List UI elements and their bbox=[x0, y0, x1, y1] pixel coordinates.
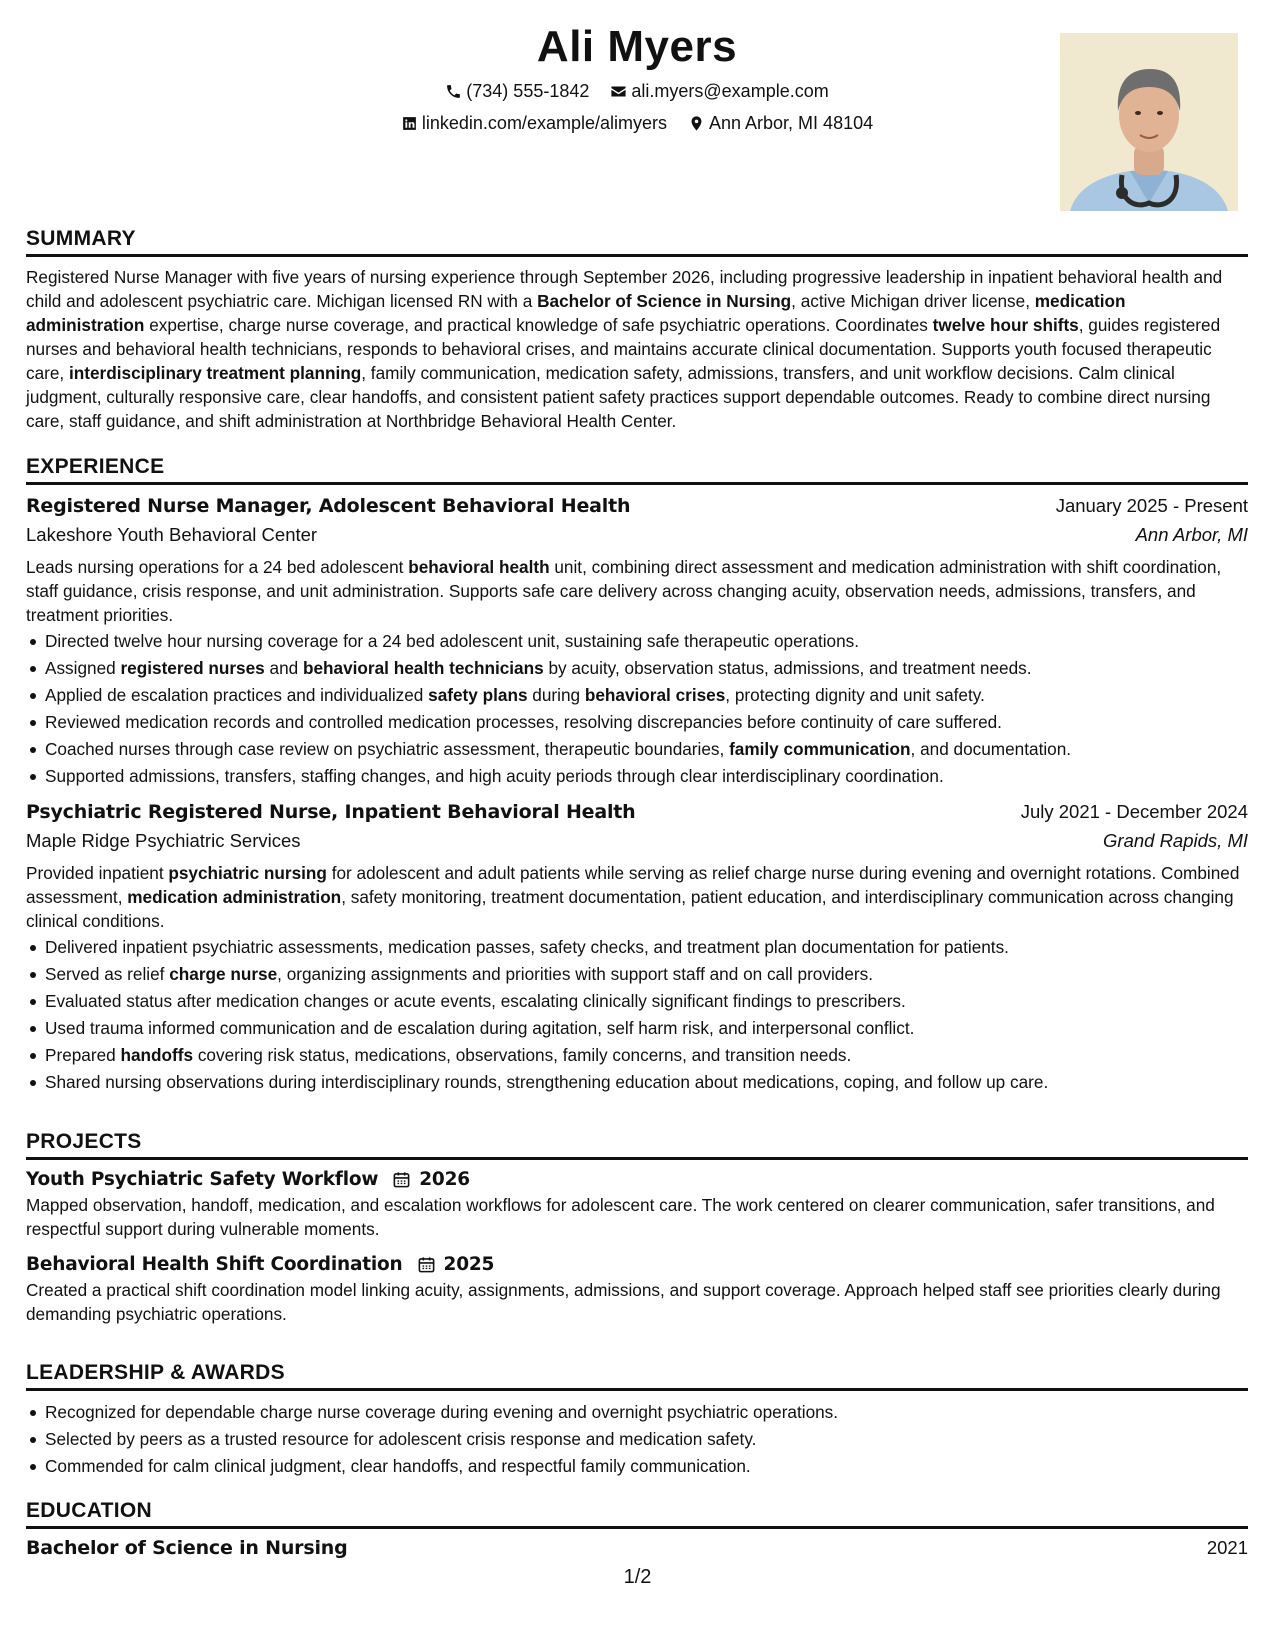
degree-year: 2021 bbox=[1206, 1537, 1248, 1558]
bullet-bold: safety plans bbox=[428, 685, 528, 705]
bullet-text: , and documentation. bbox=[910, 739, 1072, 759]
resume-header bbox=[26, 0, 1248, 215]
phone-contact bbox=[445, 81, 589, 102]
project-description: Mapped observation, handoff, medication, and escalation workflows for adolescent care. The work centered on clearer communication, safer transitions, and respectful support during vulnerable moments. bbox=[26, 1195, 1215, 1239]
bullet-item bbox=[26, 934, 1248, 961]
phone-text: (734) 555-1842 bbox=[466, 81, 590, 101]
summary-text bbox=[26, 265, 1248, 433]
bullet-text: covering risk status, medications, observations, family concerns, and transition needs. bbox=[193, 1045, 852, 1065]
bullet-item bbox=[26, 763, 1248, 790]
bullet-item bbox=[26, 736, 1248, 763]
calendar-icon bbox=[392, 1170, 411, 1189]
bullet-bold: registered nurses bbox=[120, 658, 265, 678]
bullet-item bbox=[26, 655, 1248, 682]
project-title: Youth Psychiatric Safety Workflow bbox=[26, 1169, 379, 1190]
bullet-item bbox=[26, 628, 1248, 655]
bullet-bold: family communication bbox=[729, 739, 911, 759]
summary-bold-shifts: twelve hour shifts bbox=[932, 315, 1079, 335]
bullet-text: , organizing assignments and priorities with support staff and on call providers. bbox=[277, 964, 873, 984]
bullet-bold: behavioral crises bbox=[584, 685, 726, 705]
job-description bbox=[26, 861, 1248, 933]
projects-section bbox=[26, 1130, 1248, 1326]
bullet-item bbox=[26, 1069, 1248, 1096]
bullet-text: and bbox=[264, 658, 303, 678]
summary-bold-degree: Bachelor of Science in Nursing bbox=[537, 291, 792, 311]
summary-bold-medication: medication administration bbox=[26, 291, 1126, 335]
bullet-item bbox=[26, 1042, 1248, 1069]
map-pin-icon bbox=[688, 115, 705, 132]
job-title: Registered Nurse Manager, Adolescent Behavioral Health bbox=[26, 495, 631, 517]
resume-page bbox=[26, 0, 1248, 1650]
location-contact bbox=[688, 113, 873, 134]
leadership-item: Commended for calm clinical judgment, clear handoffs, and respectful family communication. bbox=[26, 1453, 1248, 1480]
bullet-item bbox=[26, 961, 1248, 988]
summary-text-part: , guides registered nurses and behavioral health technicians, responds to behavioral crises, and maintains accurate clinical documentation. Supports youth focused therapeutic care, bbox=[26, 315, 1221, 383]
job-company: Maple Ridge Psychiatric Services bbox=[26, 830, 301, 851]
bullet-text: Applied de escalation practices and individualized bbox=[45, 685, 429, 705]
job-description-bold: medication administration bbox=[127, 887, 342, 907]
job-description-bold: psychiatric nursing bbox=[168, 863, 327, 883]
project-year: 2026 bbox=[419, 1169, 470, 1190]
job-description-part: unit, combining direct assessment and medication administration with shift coordination, staff guidance, crisis response, and unit administration. Supports safe care delivery across changing acuity, observation needs, admissions, transfers, and treatment priorities. bbox=[26, 557, 1222, 625]
bullet-bold: behavioral health technicians bbox=[302, 658, 544, 678]
phone-icon bbox=[445, 83, 462, 100]
summary-text-part: , family communication, medication safety, admissions, transfers, and unit workflow decisions. Calm clinical judgment, culturally responsive care, clear handoffs, and consistent patient safety practices support dependable outcomes. Ready to combine direct nursing care, staff guidance, and shift administration at Northbridge Behavioral Health Center. bbox=[26, 363, 1211, 431]
project-entry bbox=[26, 1169, 1248, 1241]
page-number: 1/2 bbox=[623, 1566, 652, 1588]
job-bullets bbox=[26, 628, 1248, 790]
envelope-icon bbox=[610, 83, 627, 100]
bullet-text: by acuity, observation status, admissions, and treatment needs. bbox=[543, 658, 1032, 678]
job-description-part: , safety monitoring, treatment documentation, patient education, and interdisciplinary communication across changing clinical conditions. bbox=[26, 887, 1234, 931]
email-contact[interactable] bbox=[610, 81, 828, 102]
project-title: Behavioral Health Shift Coordination bbox=[26, 1254, 403, 1275]
bullet-text: during bbox=[527, 685, 585, 705]
job-company: Lakeshore Youth Behavioral Center bbox=[26, 524, 318, 545]
job-date: July 2021 - December 2024 bbox=[1020, 801, 1248, 822]
job-subheader bbox=[26, 830, 1248, 852]
degree-title: Bachelor of Science in Nursing bbox=[26, 1537, 348, 1559]
education-heading: EDUCATION bbox=[26, 1499, 1248, 1529]
bullet-text: Delivered inpatient psychiatric assessments, medication passes, safety checks, and treatment plan documentation for patients. bbox=[45, 937, 1009, 957]
job-date: January 2025 - Present bbox=[1055, 495, 1248, 516]
leadership-list bbox=[26, 1399, 1248, 1480]
leadership-item: Recognized for dependable charge nurse coverage during evening and overnight psychiatric operations. bbox=[26, 1399, 1248, 1426]
leadership-section bbox=[26, 1361, 1248, 1480]
project-description: Created a practical shift coordination model linking acuity, assignments, admissions, and support coverage. Approach helped staff see priorities clearly during demanding psychiatric operations. bbox=[26, 1280, 1221, 1324]
summary-text-part: expertise, charge nurse coverage, and practical knowledge of safe psychiatric operations. Coordinates bbox=[144, 315, 933, 335]
bullet-text: Assigned bbox=[45, 658, 121, 678]
bullet-text: Evaluated status after medication changes or acute events, escalating clinically significant findings to prescribers. bbox=[45, 991, 906, 1011]
bullet-item bbox=[26, 1015, 1248, 1042]
email-link[interactable]: ali.myers@example.com bbox=[631, 81, 829, 101]
linkedin-icon bbox=[401, 115, 418, 132]
bullet-text: , protecting dignity and unit safety. bbox=[725, 685, 985, 705]
candidate-name: Ali Myers bbox=[536, 22, 738, 71]
job-bullets bbox=[26, 934, 1248, 1096]
bullet-item bbox=[26, 682, 1248, 709]
job-description-part: Leads nursing operations for a 24 bed adolescent bbox=[26, 557, 409, 577]
linkedin-link[interactable]: linkedin.com/example/alimyers bbox=[421, 113, 667, 133]
job-entry bbox=[26, 495, 1248, 790]
education-entry bbox=[26, 1537, 1248, 1559]
location-text: Ann Arbor, MI 48104 bbox=[709, 113, 874, 133]
bullet-bold: handoffs bbox=[120, 1045, 194, 1065]
bullet-text: Prepared bbox=[45, 1045, 121, 1065]
bullet-text: Reviewed medication records and controlled medication processes, resolving discrepancies before continuity of care suffered. bbox=[45, 712, 1002, 732]
job-entry bbox=[26, 801, 1248, 1096]
project-header bbox=[26, 1169, 1248, 1190]
summary-heading: SUMMARY bbox=[26, 227, 1248, 257]
job-header bbox=[26, 801, 1248, 823]
bullet-text: Shared nursing observations during interdisciplinary rounds, strengthening education about medications, coping, and follow up care. bbox=[45, 1072, 1049, 1092]
bullet-item bbox=[26, 988, 1248, 1015]
education-section bbox=[26, 1499, 1248, 1559]
experience-section bbox=[26, 455, 1248, 1096]
project-entry bbox=[26, 1254, 1248, 1326]
project-header bbox=[26, 1254, 1248, 1275]
summary-text-part: Registered Nurse Manager with five years of nursing experience through September 2026, including progressive leadership in inpatient behavioral health and child and adolescent psychiatric care. Michigan licensed RN with a bbox=[26, 267, 1223, 311]
experience-heading: EXPERIENCE bbox=[26, 455, 1248, 485]
summary-section bbox=[26, 227, 1248, 433]
leadership-heading: LEADERSHIP & AWARDS bbox=[26, 1361, 1248, 1391]
bullet-text: Supported admissions, transfers, staffing changes, and high acuity periods through clear interdisciplinary coordination. bbox=[45, 766, 944, 786]
linkedin-contact[interactable] bbox=[401, 113, 667, 134]
bullet-bold: charge nurse bbox=[169, 964, 278, 984]
job-header bbox=[26, 495, 1248, 517]
projects-heading: PROJECTS bbox=[26, 1130, 1248, 1160]
job-subheader bbox=[26, 524, 1248, 546]
bullet-text: Used trauma informed communication and de escalation during agitation, self harm risk, and interpersonal conflict. bbox=[45, 1018, 915, 1038]
summary-text-part: , active Michigan driver license, bbox=[791, 291, 1035, 311]
bullet-text: Directed twelve hour nursing coverage for a 24 bed adolescent unit, sustaining safe therapeutic operations. bbox=[45, 631, 860, 651]
leadership-item: Selected by peers as a trusted resource for adolescent crisis response and medication safety. bbox=[26, 1426, 1248, 1453]
project-year: 2025 bbox=[443, 1254, 495, 1275]
bullet-item bbox=[26, 709, 1248, 736]
bullet-text: Served as relief bbox=[45, 964, 170, 984]
profile-photo bbox=[1060, 33, 1238, 211]
job-description-part: Provided inpatient bbox=[26, 863, 169, 883]
calendar-icon bbox=[417, 1255, 436, 1274]
job-title: Psychiatric Registered Nurse, Inpatient Behavioral Health bbox=[26, 801, 636, 823]
job-description-bold: behavioral health bbox=[408, 557, 550, 577]
job-description-part: for adolescent and adult patients while serving as relief charge nurse during evening and overnight rotations. Combined assessment, bbox=[26, 863, 1240, 907]
job-location: Grand Rapids, MI bbox=[1103, 830, 1248, 851]
summary-bold-planning: interdisciplinary treatment planning bbox=[69, 363, 362, 383]
job-description bbox=[26, 555, 1248, 627]
bullet-text: Coached nurses through case review on psychiatric assessment, therapeutic boundaries, bbox=[45, 739, 730, 759]
job-location: Ann Arbor, MI bbox=[1135, 524, 1248, 545]
